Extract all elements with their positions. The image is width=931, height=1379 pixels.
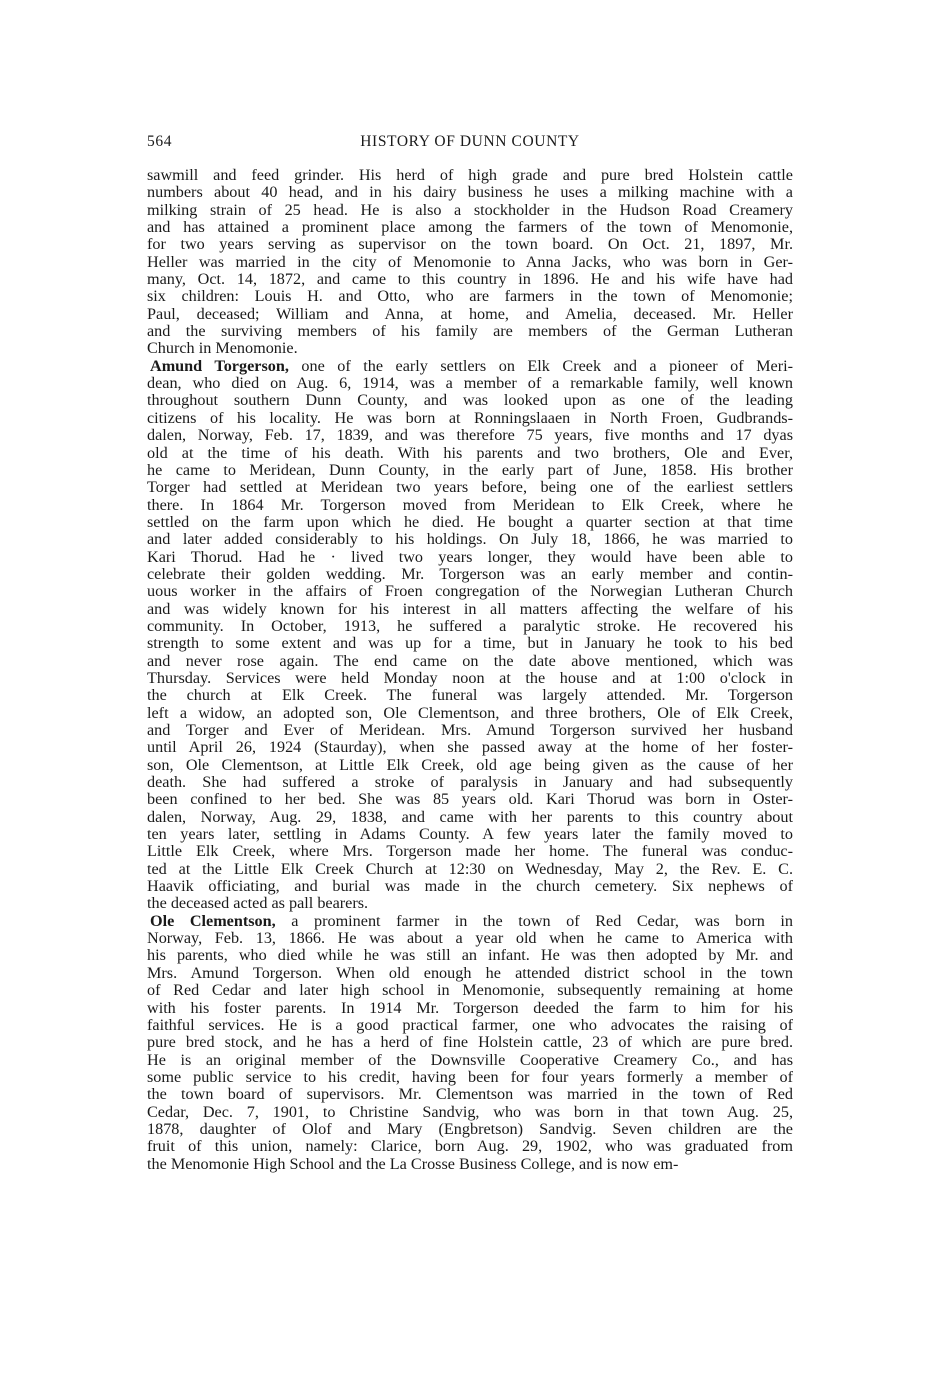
text-line — [147, 410, 793, 427]
line-text: pure bred stock, and he has a herd of fine Holstein cattle, 23 of which are pure bred. — [147, 1034, 793, 1052]
line-text: community. In October, 1913, he suffered a paralytic stroke. He recovered his — [147, 617, 793, 635]
line-text: Cedar, Dec. 7, 1901, to Christine Sandvig, who was born in that town Aug. 25, — [147, 1103, 793, 1121]
line-text: a prominent farmer in the town of Red Cedar, was born in — [275, 912, 793, 930]
text-line — [147, 323, 793, 340]
line-text: fruit of this union, namely: Clarice, born Aug. 29, 1902, who was graduated from — [147, 1138, 793, 1156]
text-line — [147, 618, 793, 635]
line-text: and the surviving members of his family are members of the German Lutheran — [147, 323, 793, 341]
line-text: until April 26, 1924 (Staurday), when she passed away at the home of her foster- — [147, 739, 793, 757]
text-line — [147, 549, 793, 566]
text-line — [147, 514, 793, 531]
text-line — [147, 254, 793, 271]
text-line — [147, 1052, 793, 1069]
text-line — [147, 843, 793, 860]
text-line — [147, 375, 793, 392]
biography-name: Amund Torgerson, — [150, 357, 289, 375]
text-line — [147, 306, 793, 323]
line-text: there. In 1864 Mr. Torgerson moved from Meridean to Elk Creek, where he — [147, 496, 793, 514]
text-line — [147, 1017, 793, 1034]
text-line — [147, 635, 793, 652]
running-title: HISTORY OF DUNN COUNTY — [360, 133, 580, 150]
paragraph — [147, 167, 793, 358]
line-text: ted at the Little Elk Creek Church at 12:30 on Wednesday, May 2, the Rev. E. C. — [147, 860, 793, 878]
text-line — [147, 271, 793, 288]
text-line — [147, 601, 793, 618]
text-line — [147, 930, 793, 947]
line-text: been confined to her bed. She was 85 years old. Kari Thorud was born in Oster- — [147, 791, 793, 809]
line-text: son, Ole Clementson, at Little Elk Creek, old age being given as the cause of her — [147, 756, 793, 774]
line-text: dalen, Norway, Aug. 29, 1838, and came with her parents to this country about — [147, 808, 793, 826]
line-text: his parents, who died while he was still an infant. He was then adopted by Mr. and — [147, 947, 793, 965]
line-text: old at the time of his death. With his parents and two brothers, Ole and Ever, — [147, 444, 793, 462]
text-line — [147, 826, 793, 843]
text-line — [147, 288, 793, 305]
text-line — [147, 1034, 793, 1051]
line-text: Little Elk Creek, where Mrs. Torgerson made her home. The funeral was conduc- — [147, 843, 793, 861]
text-line — [147, 236, 793, 253]
text-line — [147, 202, 793, 219]
text-line — [147, 722, 793, 739]
line-text: six children: Louis H. and Otto, who are farmers in the town of Menomonie; — [147, 288, 793, 306]
line-text: some public service to his credit, having been for four years formerly a member of — [147, 1068, 793, 1086]
text-body — [147, 167, 793, 1173]
line-text: for two years serving as supervisor on the town board. On Oct. 21, 1897, Mr. — [147, 236, 793, 254]
text-line — [147, 184, 793, 201]
text-line — [147, 531, 793, 548]
text-line — [147, 965, 793, 982]
biography-name: Ole Clementson, — [150, 912, 276, 930]
text-line — [147, 1138, 793, 1155]
line-text: the Menomonie High School and the La Crosse Business College, and is now em- — [147, 1155, 679, 1173]
line-text: the deceased acted as pall bearers. — [147, 895, 369, 913]
paragraph — [147, 913, 793, 1173]
line-text: strength to some extent and was up for a time, but in January he took to his bed — [147, 635, 793, 653]
text-line — [147, 809, 793, 826]
line-text: faithful services. He is a good practical farmer, one who advocates the raising of — [147, 1016, 793, 1034]
text-line — [147, 1121, 793, 1138]
line-text: Kari Thorud. Had he · lived two years longer, they would have been able to — [147, 548, 793, 566]
text-line — [147, 861, 793, 878]
line-text: dean, who died on Aug. 6, 1914, was a member of a remarkable family, well known — [147, 375, 793, 393]
page-header — [147, 133, 793, 153]
text-line — [147, 687, 793, 704]
text-line — [147, 479, 793, 496]
line-text: Thursday. Services were held Monday noon at the house and at 1:00 o'clock in — [147, 669, 793, 687]
line-text: uous worker in the affairs of Froen congregation of the Norwegian Lutheran Church — [147, 583, 793, 601]
line-text: the church at Elk Creek. The funeral was largely attended. Mr. Torgerson — [147, 687, 793, 705]
line-text: Heller was married in the city of Menomonie to Anna Jacks, who was born in Ger- — [147, 253, 793, 271]
text-line — [147, 427, 793, 444]
text-line — [147, 947, 793, 964]
text-line — [147, 497, 793, 514]
line-text: and Torger and Ever of Meridean. Mrs. Amund Torgerson survived her husband — [147, 722, 793, 739]
line-text: and never rose again. The end came on the date above mentioned, which was — [147, 652, 793, 670]
line-text: Mrs. Amund Torgerson. When old enough he attended district school in the town — [147, 964, 793, 982]
text-line — [147, 895, 793, 912]
line-text: and was widely known for his interest in all matters affecting the welfare of his — [147, 600, 793, 618]
paragraph — [147, 358, 793, 913]
text-line — [147, 913, 793, 930]
text-line — [147, 739, 793, 756]
text-line — [147, 670, 793, 687]
text-line — [147, 1104, 793, 1121]
line-text: ten years later, settling in Adams County. A few years later the family moved to — [147, 826, 793, 844]
line-text: Norway, Feb. 13, 1866. He was about a year old when he came to America with — [147, 930, 793, 948]
text-line — [147, 462, 793, 479]
line-text: He is an original member of the Downsville Cooperative Creamery Co., and has — [147, 1051, 793, 1069]
line-text: Torger had settled at Meridean two years before, being one of the earliest settlers — [147, 479, 793, 497]
text-line — [147, 1069, 793, 1086]
text-line — [147, 982, 793, 999]
line-text: settled on the farm upon which he died. He bought a quarter section at that time — [147, 513, 793, 531]
line-text: of Red Cedar and later high school in Menomonie, subsequently remaining at home — [147, 982, 793, 1000]
line-text: sawmill and feed grinder. His herd of high grade and pure bred Holstein cattle — [147, 167, 793, 184]
line-text: one of the early settlers on Elk Creek and a pioneer of Meri- — [288, 357, 793, 375]
line-text: Church in Menomonie. — [147, 340, 298, 358]
text-line — [147, 774, 793, 791]
text-line — [147, 583, 793, 600]
text-line — [147, 219, 793, 236]
line-text: Haavik officiating, and burial was made in the church cemetery. Six nephews of — [147, 878, 793, 896]
line-text: the town board of supervisors. Mr. Clementson was married in the town of Red — [147, 1086, 793, 1104]
text-line — [147, 1000, 793, 1017]
page-number: 564 — [147, 133, 173, 150]
text-line — [147, 445, 793, 462]
line-text: dalen, Norway, Feb. 17, 1839, and was therefore 75 years, five months and 17 dyas — [147, 427, 793, 445]
text-line — [147, 358, 793, 375]
text-line — [147, 340, 793, 357]
text-line — [147, 1086, 793, 1103]
text-line — [147, 791, 793, 808]
line-text: and later added considerably to his holdings. On July 18, 1866, he was married to — [147, 531, 793, 549]
text-line — [147, 1156, 793, 1173]
text-line — [147, 878, 793, 895]
line-text: numbers about 40 head, and in his dairy business he uses a milking machine with a — [147, 184, 793, 202]
line-text: 1878, daughter of Olof and Mary (Engbretson) Sandvig. Seven children are the — [147, 1120, 793, 1138]
text-line — [147, 167, 793, 184]
line-text: celebrate their golden wedding. Mr. Torgerson was an early member and contin- — [147, 565, 793, 583]
line-text: death. She had suffered a stroke of paralysis in January and had subsequently — [147, 774, 793, 792]
line-text: with his foster parents. In 1914 Mr. Torgerson deeded the farm to him for his — [147, 999, 793, 1017]
line-text: and has attained a prominent place among the farmers of the town of Menomonie, — [147, 219, 793, 237]
line-text: milking strain of 25 head. He is also a stockholder in the Hudson Road Creamery — [147, 201, 793, 219]
text-line — [147, 566, 793, 583]
line-text: many, Oct. 14, 1872, and came to this country in 1896. He and his wife have had — [147, 271, 793, 289]
text-line — [147, 653, 793, 670]
text-line — [147, 392, 793, 409]
text-line — [147, 705, 793, 722]
line-text: citizens of his locality. He was born at Ronningslaaen in North Froen, Gudbrands- — [147, 409, 793, 427]
text-line — [147, 757, 793, 774]
line-text: he came to Meridean, Dunn County, in the early part of June, 1858. His brother — [147, 461, 793, 479]
line-text: Paul, deceased; William and Anna, at home, and Amelia, deceased. Mr. Heller — [147, 305, 793, 323]
line-text: throughout southern Dunn County, and was looked upon as one of the leading — [147, 392, 793, 410]
line-text: left a widow, an adopted son, Ole Clementson, and three brothers, Ole of Elk Creek, — [147, 704, 793, 722]
